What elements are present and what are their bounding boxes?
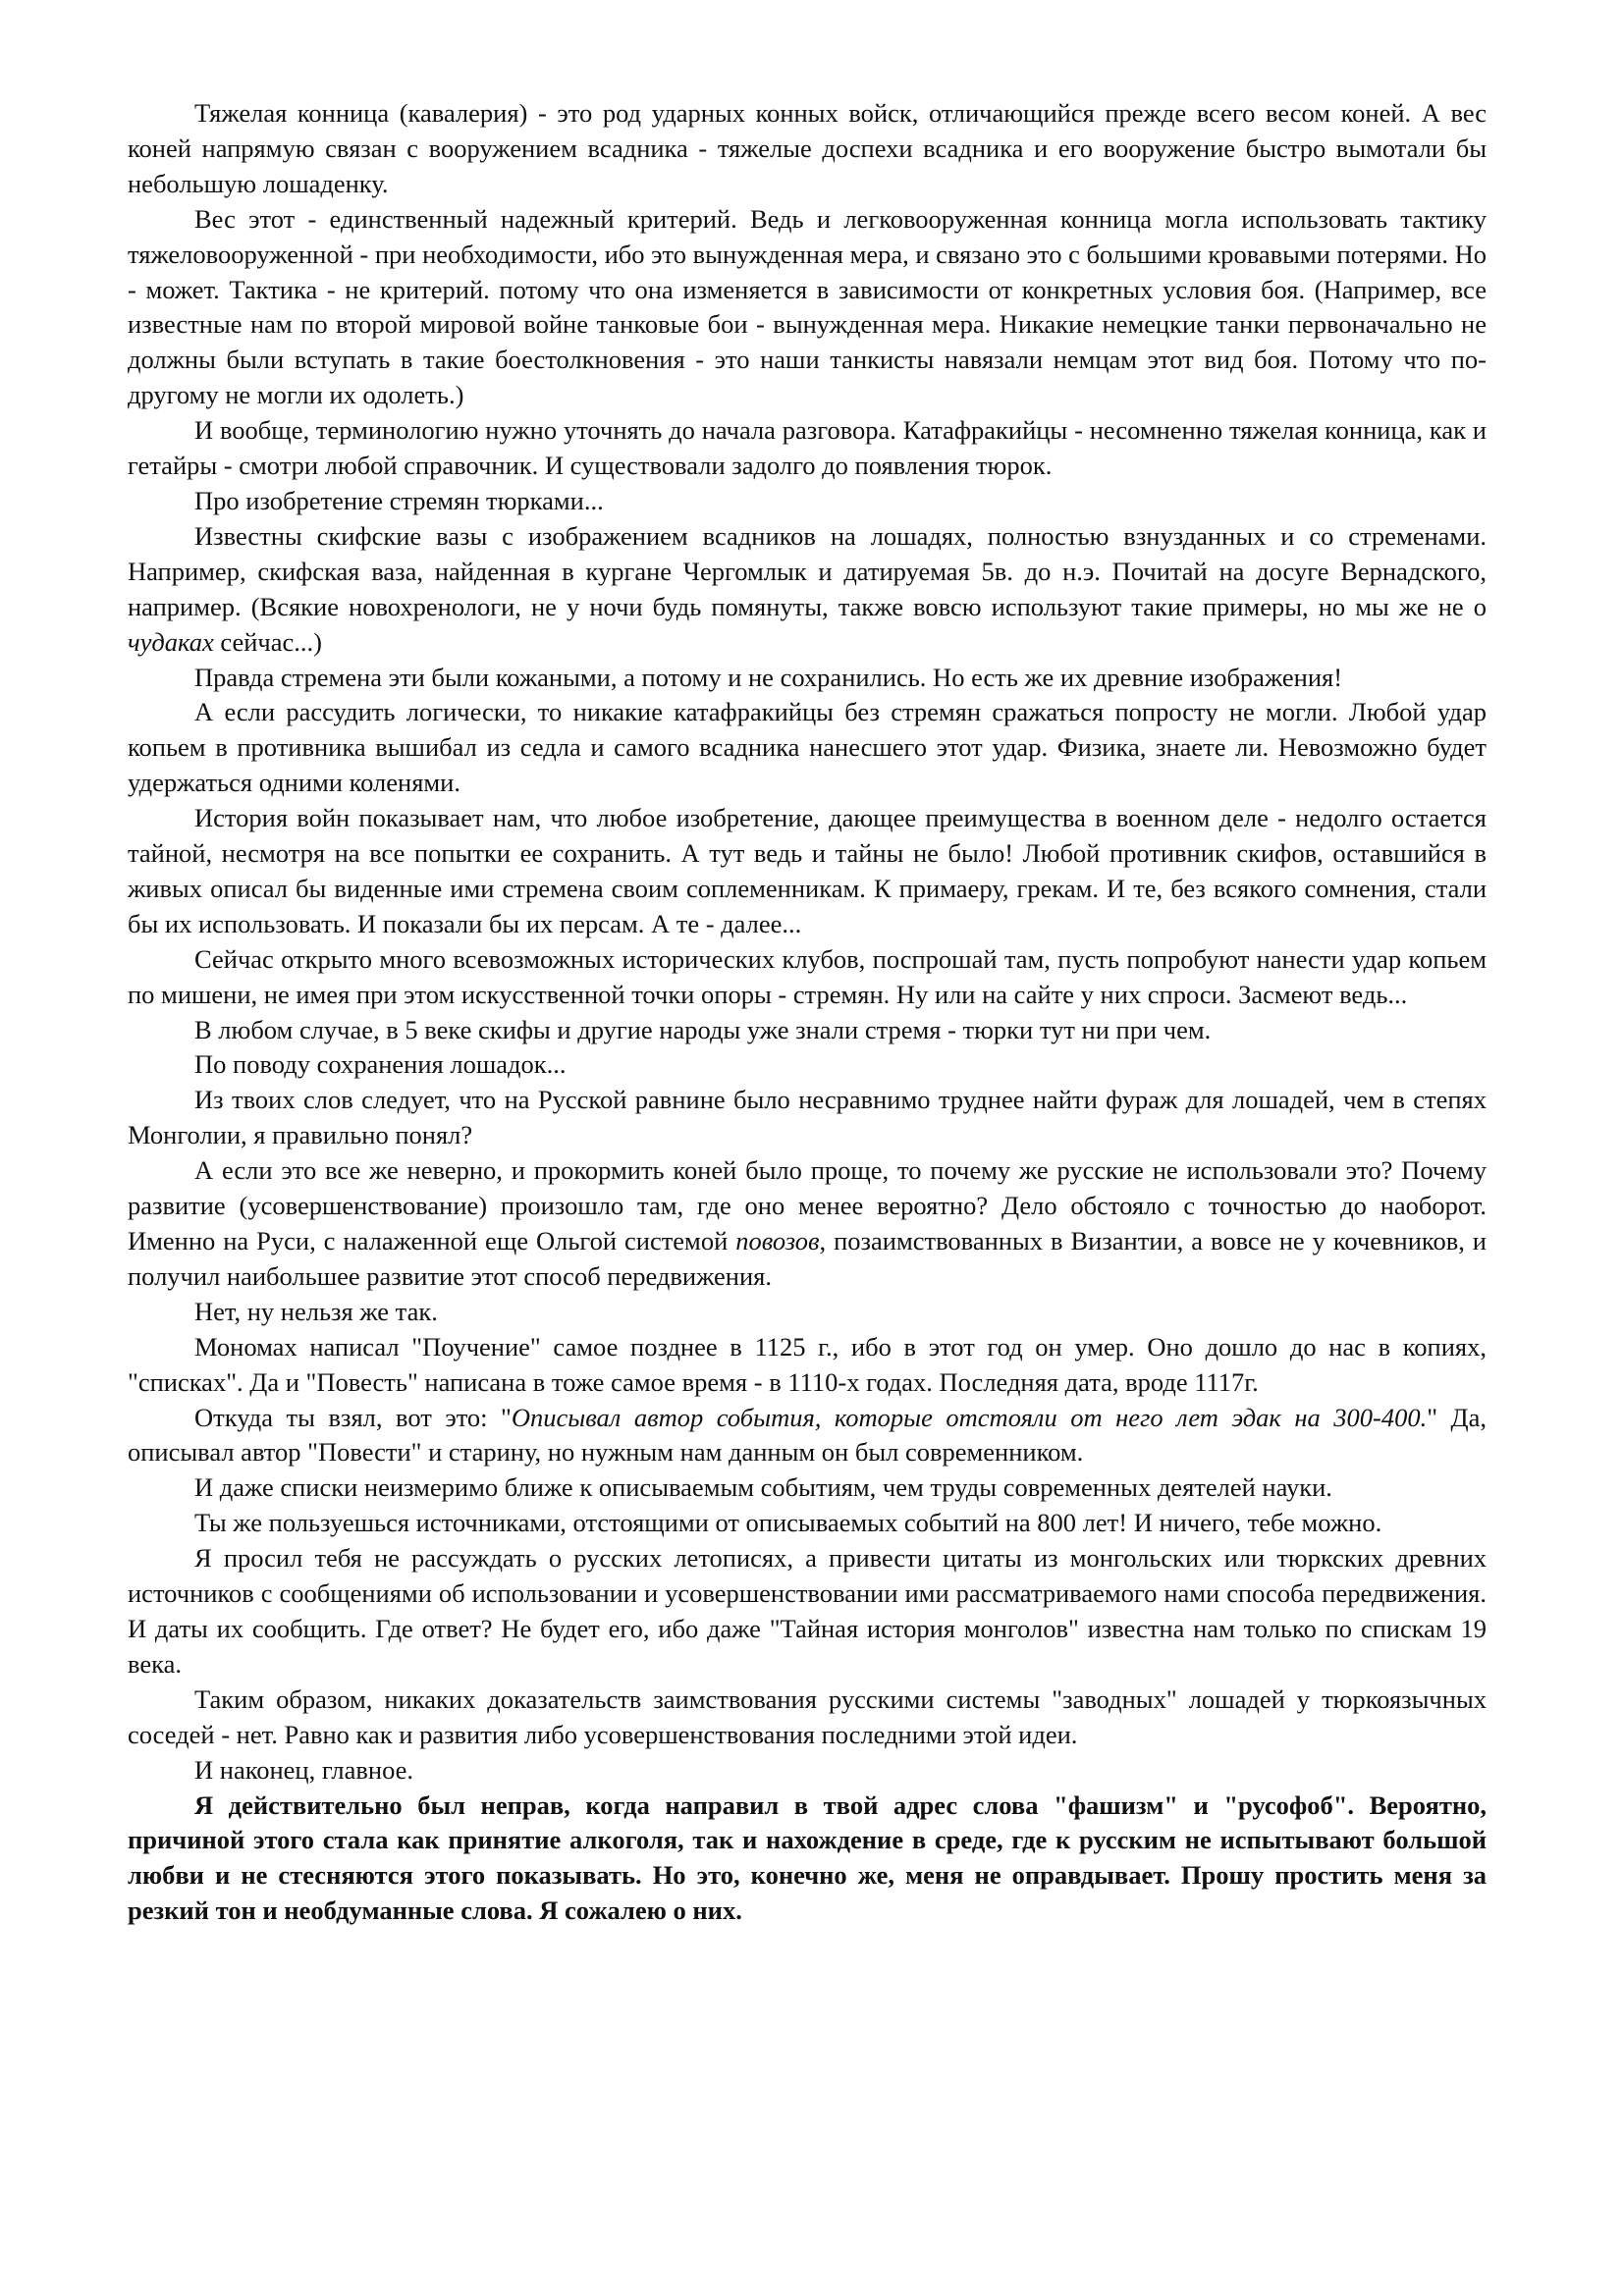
text-run: Правда стремена эти были кожаными, а потому и не сохранились. Но есть же их древние изображения! [194, 662, 1343, 692]
text-run: И вообще, терминологию нужно уточнять до начала разговора. Катафракийцы - несомненно тяжелая конница, как и гетайры - смотри любой справочник. И существовали задолго до появления тюрок. [128, 415, 1487, 481]
paragraph-8 [128, 801, 1487, 942]
paragraph-19 [128, 1541, 1487, 1682]
paragraph-5 [128, 519, 1487, 661]
paragraph-6 [128, 661, 1487, 696]
paragraph-14 [128, 1295, 1487, 1330]
paragraph-15 [128, 1330, 1487, 1401]
text-run: сейчас...) [213, 626, 322, 657]
paragraph-18 [128, 1506, 1487, 1541]
text-run: Сейчас открыто много всевозможных исторических клубов, поспрошай там, пусть попробуют нанести удар копьем по мишени, не имея при этом искусственной точки опоры - стремян. Ну или на сайте у них спроси. Засмеют ведь... [128, 943, 1487, 1009]
paragraph-12 [128, 1083, 1487, 1153]
text-run: Я действительно был неправ, когда направил в твой адрес слова "фашизм" и "русофоб". Вероятно, причиной этого стала как принятие алкоголя, так и нахождение в среде, где к русским не испытывают большой любви и не стесняются этого показывать. Но это, конечно же, меня не оправдывает. Прошу простить меня за резкий тон и необдуманные слова. Я сожалею о них. [128, 1789, 1487, 1926]
italic-text: Описывал автор события, которые отстояли от него лет эдак на 300-400. [511, 1402, 1428, 1432]
paragraph-11 [128, 1047, 1487, 1083]
italic-text: чудаках [128, 626, 214, 657]
text-run: Вес этот - единственный надежный критерий. Ведь и легковооруженная конница могла использовать тактику тяжеловооруженной - при необходимости, ибо это вынужденная мера, и связано это с большими кровавыми потерями. Но - может. Тактика - не критерий. потому что она изменяется в зависимости от конкретных условия боя. (Например, все известные нам по второй мировой войне танковые бои - вынужденная мера. Никакие немецкие танки первоначально не должны были вступать в такие боестолкновения - это наши танкисты навязали немцам этот вид боя. Потому что по-другому не могли их одолеть.) [128, 203, 1487, 410]
paragraph-1 [128, 96, 1487, 202]
text-run: , позаимствованных в Византии, а вовсе не у кочевников, и получил наибольшее развитие этот способ передвижения. [128, 1226, 1487, 1291]
document-body [128, 96, 1487, 1929]
text-run: " Да, описывал автор "Повести" и старину, но нужным нам данным он был современником. [128, 1402, 1488, 1468]
paragraph-9 [128, 942, 1487, 1013]
paragraph-17 [128, 1470, 1487, 1506]
text-run: По поводу сохранения лошадок... [194, 1049, 567, 1080]
paragraph-2 [128, 202, 1487, 413]
paragraph-21 [128, 1753, 1487, 1789]
text-run: Из твоих слов следует, что на Русской равнине было несравнимо труднее найти фураж для лошадей, чем в степях Монголии, я правильно понял? [128, 1085, 1487, 1150]
paragraph-3 [128, 413, 1487, 484]
text-run: Я просил тебя не рассуждать о русских летописях, а привести цитаты из монгольских или тюркских древних источников с сообщениями об использовании и усовершенствовании ими рассматриваемого нами способа передвижения. И даты их сообщить. Где ответ? Не будет его, ибо даже "Тайная история монголов" известна нам только по спискам 19 века. [128, 1543, 1487, 1679]
paragraph-7 [128, 695, 1487, 801]
paragraph-4 [128, 484, 1487, 519]
text-run: Таким образом, никаких доказательств заимствования русскими системы "заводных" лошадей у тюркоязычных соседей - нет. Равно как и развития либо усовершенствования последними этой идеи. [128, 1683, 1487, 1749]
paragraph-22 [128, 1789, 1487, 1930]
text-run: В любом случае, в 5 веке скифы и другие народы уже знали стремя - тюрки тут ни при чем. [194, 1014, 1212, 1044]
paragraph-20 [128, 1682, 1487, 1753]
italic-text: повозов [735, 1226, 820, 1255]
text-run: Откуда ты взял, вот это: " [194, 1402, 512, 1432]
paragraph-10 [128, 1013, 1487, 1048]
text-run: А если рассудить логически, то никакие катафракийцы без стремян сражаться попросту не могли. Любой удар копьем в противника вышибал из седла и самого всадника нанесшего этот удар. Физика, знаете ли. Невозможно будет удержаться одними коленями. [128, 697, 1487, 798]
text-run: Мономах написал "Поучение" самое позднее в 1125 г., ибо в этот год он умер. Оно дошло до нас в копиях, "списках". Да и "Повесть" написана в тоже самое время - в 1110-х годах. Последняя дата, вроде 1117г. [128, 1331, 1487, 1397]
text-run: Известны скифские вазы с изображением всадников на лошадях, полностью взнузданных и со стременами. Например, скифская ваза, найденная в кургане Чергомлык и датируемая 5в. до н.э. Почитай на досуге Вернадского, например. (Всякие новохренологи, не у ночи будь помянуты, также вовсю используют такие примеры, но мы же не о [128, 520, 1487, 621]
text-run: И наконец, главное. [194, 1754, 414, 1785]
text-run: Про изобретение стремян тюрками... [194, 485, 604, 515]
paragraph-16 [128, 1401, 1487, 1471]
text-run: Нет, ну нельзя же так. [194, 1296, 438, 1326]
text-run: История войн показывает нам, что любое изобретение, дающее преимущества в военном деле - недолго остается тайной, несмотря на все попытки ее сохранить. А тут ведь и тайны не было! Любой противник скифов, оставшийся в живых описал бы виденные ими стремена своим соплеменникам. К примаеру, грекам. И те, без всякого сомнения, стали бы их использовать. И показали бы их персам. А те - далее... [128, 803, 1487, 938]
text-run: Тяжелая конница (кавалерия) - это род ударных конных войск, отличающийся прежде всего весом коней. А вес коней напрямую связан с вооружением всадника - тяжелые доспехи всадника и его вооружение быстро вымотали бы небольшую лошаденку. [128, 98, 1487, 198]
paragraph-13 [128, 1153, 1487, 1295]
text-run: И даже списки неизмеримо ближе к описываемым событиям, чем труды современных деятелей науки. [194, 1472, 1332, 1503]
text-run: Ты же пользуешься источниками, отстоящими от описываемых событий на 800 лет! И ничего, тебе можно. [194, 1508, 1382, 1538]
text-run: А если это все же неверно, и прокормить коней было проще, то почему же русские не использовали это? Почему развитие (усовершенствование) произошло там, где оно менее вероятно? Дело обстояло с точностью до наоборот. Именно на Руси, с налаженной еще Ольгой системой [128, 1155, 1487, 1255]
